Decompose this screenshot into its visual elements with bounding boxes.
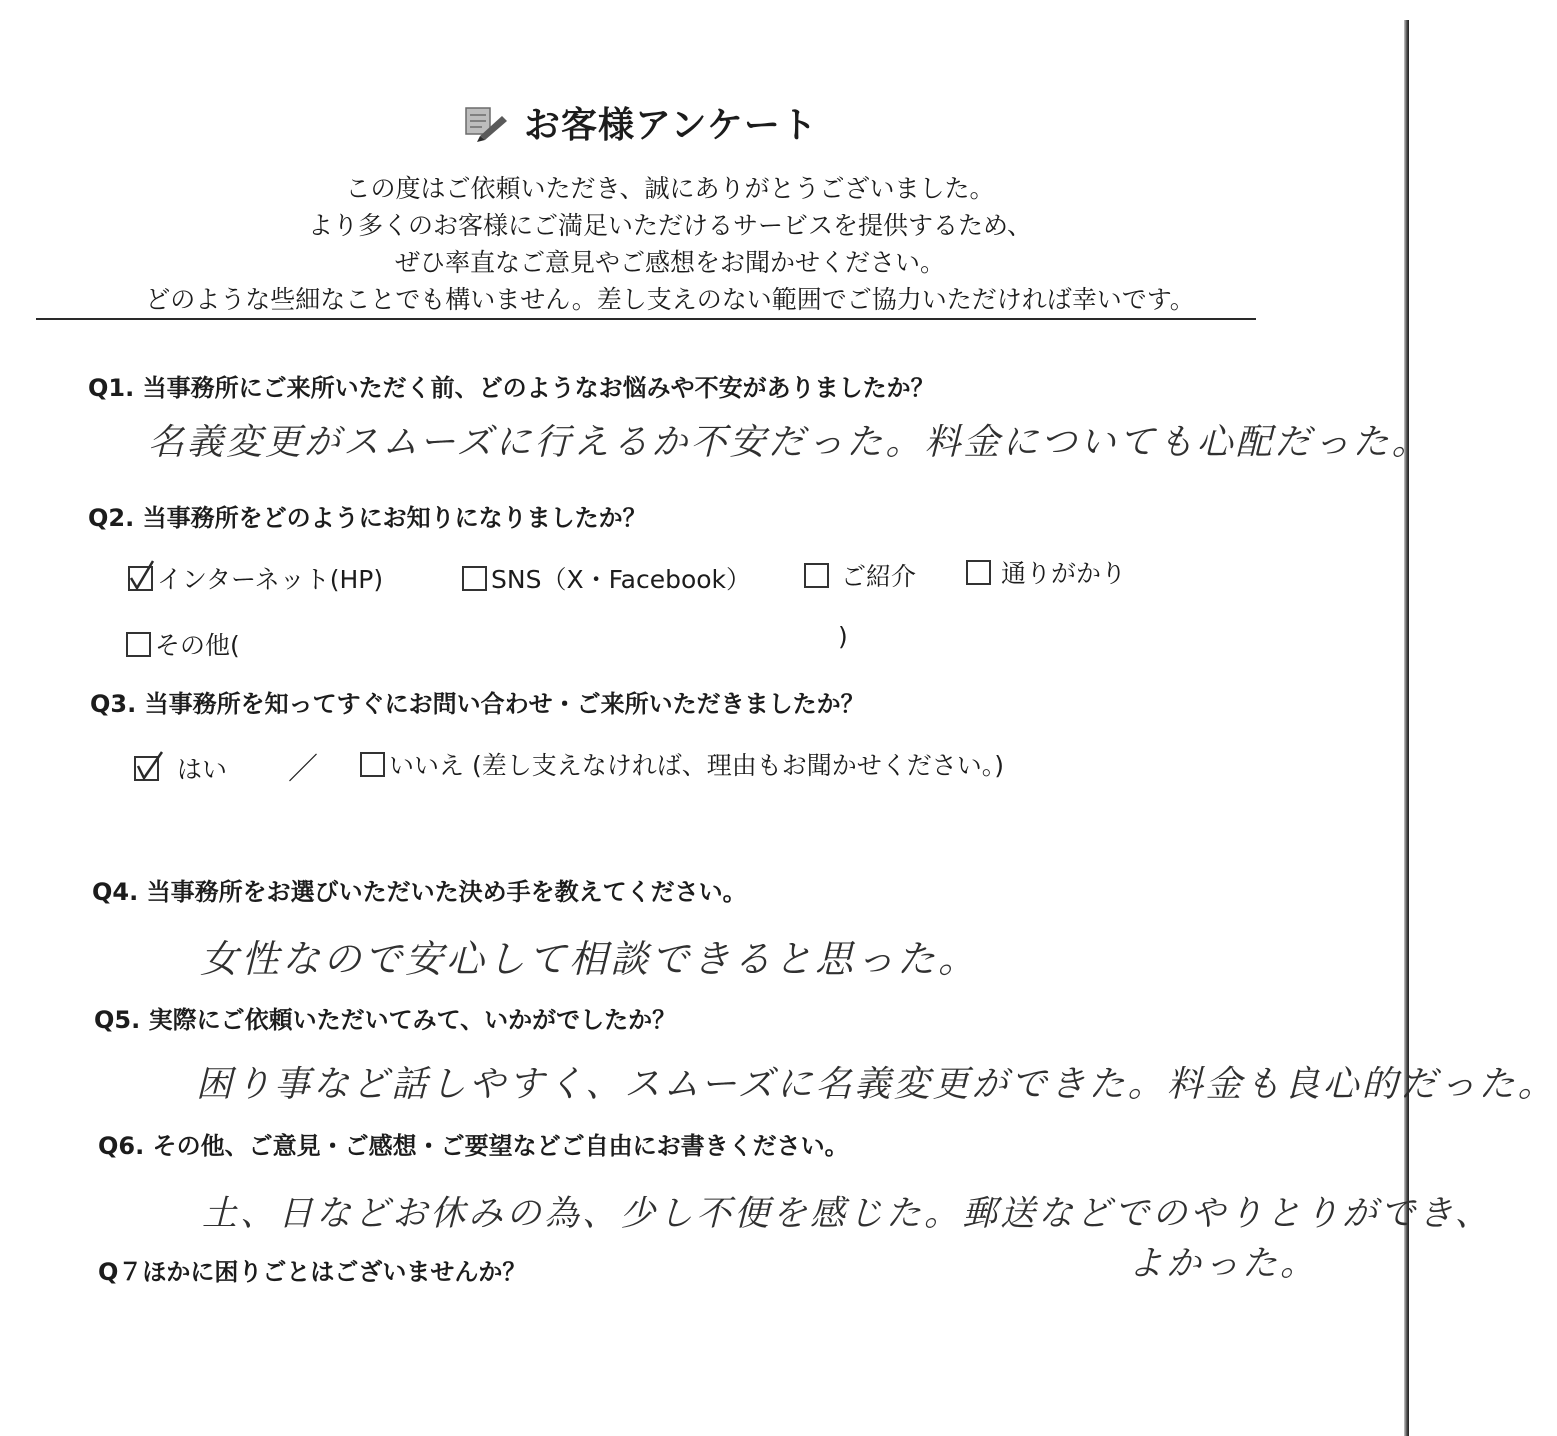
q5-answer[interactable]: 困り事など話しやすく、スムーズに名義変更ができた。料金も良心的だった。	[196, 1064, 1557, 1105]
q1-answer[interactable]: 名義変更がスムーズに行えるか不安だった。料金についても心配だった。	[148, 422, 1431, 463]
divider	[36, 318, 1256, 320]
option-label: ご紹介	[841, 562, 917, 591]
option-label: いいえ (差し支えなければ、理由もお聞かせください。)	[389, 751, 1004, 780]
option-other[interactable]	[126, 626, 240, 662]
option-sns[interactable]	[462, 560, 751, 596]
checkbox-yes[interactable]	[134, 756, 159, 781]
checkbox-passing-by[interactable]	[966, 560, 991, 585]
other-close-paren: )	[838, 622, 848, 651]
checkbox-no[interactable]	[360, 752, 385, 777]
option-yes[interactable]	[134, 750, 227, 786]
intro-line: どのような些細なことでも構いません。差し支えのない範囲でご協力いただければ幸いです。	[145, 285, 1195, 314]
option-label: 通りがかり	[1001, 559, 1127, 588]
check-mark-icon	[132, 748, 166, 782]
intro-text	[40, 170, 1300, 318]
q7-question: Q７ほかに困りごとはございませんか？	[98, 1258, 527, 1286]
option-label: その他(	[155, 631, 240, 660]
separator: ／	[288, 752, 318, 787]
pencil-icon	[462, 102, 510, 142]
intro-line: ぜひ率直なご意見やご感想をお聞かせください。	[394, 248, 945, 277]
option-internet[interactable]	[128, 560, 383, 596]
q6-answer-line1[interactable]: 土、日などお休みの為、少し不便を感じた。郵送などでのやりとりができ、	[202, 1194, 1493, 1234]
q2-question: Q2. 当事務所をどのようにお知りになりましたか？	[88, 504, 647, 532]
option-passing-by[interactable]	[966, 554, 1126, 590]
q5-question: Q5. 実際にご依頼いただいてみて、いかがでしたか？	[94, 1006, 677, 1034]
page-title	[462, 96, 818, 148]
q1-question: Q1. 当事務所にご来所いただく前、どのようなお悩みや不安がありましたか？	[88, 374, 935, 402]
intro-line: この度はご依頼いただき、誠にありがとうございました。	[345, 174, 995, 203]
option-label: インターネット(HP)	[157, 565, 384, 594]
q6-question: Q6. その他、ご意見・ご感想・ご要望などご自由にお書きください。	[98, 1132, 849, 1160]
checkbox-sns[interactable]	[462, 566, 487, 591]
title-text: お客様アンケート	[524, 104, 818, 146]
intro-line: より多くのお客様にご満足いただけるサービスを提供するため、	[307, 211, 1032, 240]
q3-question: Q3. 当事務所を知ってすぐにお問い合わせ・ご来所いただきましたか？	[90, 690, 865, 718]
q6-answer-line2[interactable]: よかった。	[1128, 1244, 1319, 1284]
q4-answer[interactable]: 女性なので安心して相談できると思った。	[200, 937, 980, 981]
option-label: SNS（X・Facebook）	[491, 565, 752, 594]
checkbox-internet[interactable]	[128, 566, 153, 591]
checkbox-referral[interactable]	[804, 563, 829, 588]
q4-question: Q4. 当事務所をお選びいただいた決め手を教えてください。	[92, 878, 747, 906]
option-label: はい	[177, 755, 228, 784]
checkbox-other[interactable]	[126, 632, 151, 657]
check-mark-icon	[126, 558, 156, 592]
option-referral[interactable]	[804, 557, 916, 593]
option-no[interactable]	[360, 746, 1004, 782]
